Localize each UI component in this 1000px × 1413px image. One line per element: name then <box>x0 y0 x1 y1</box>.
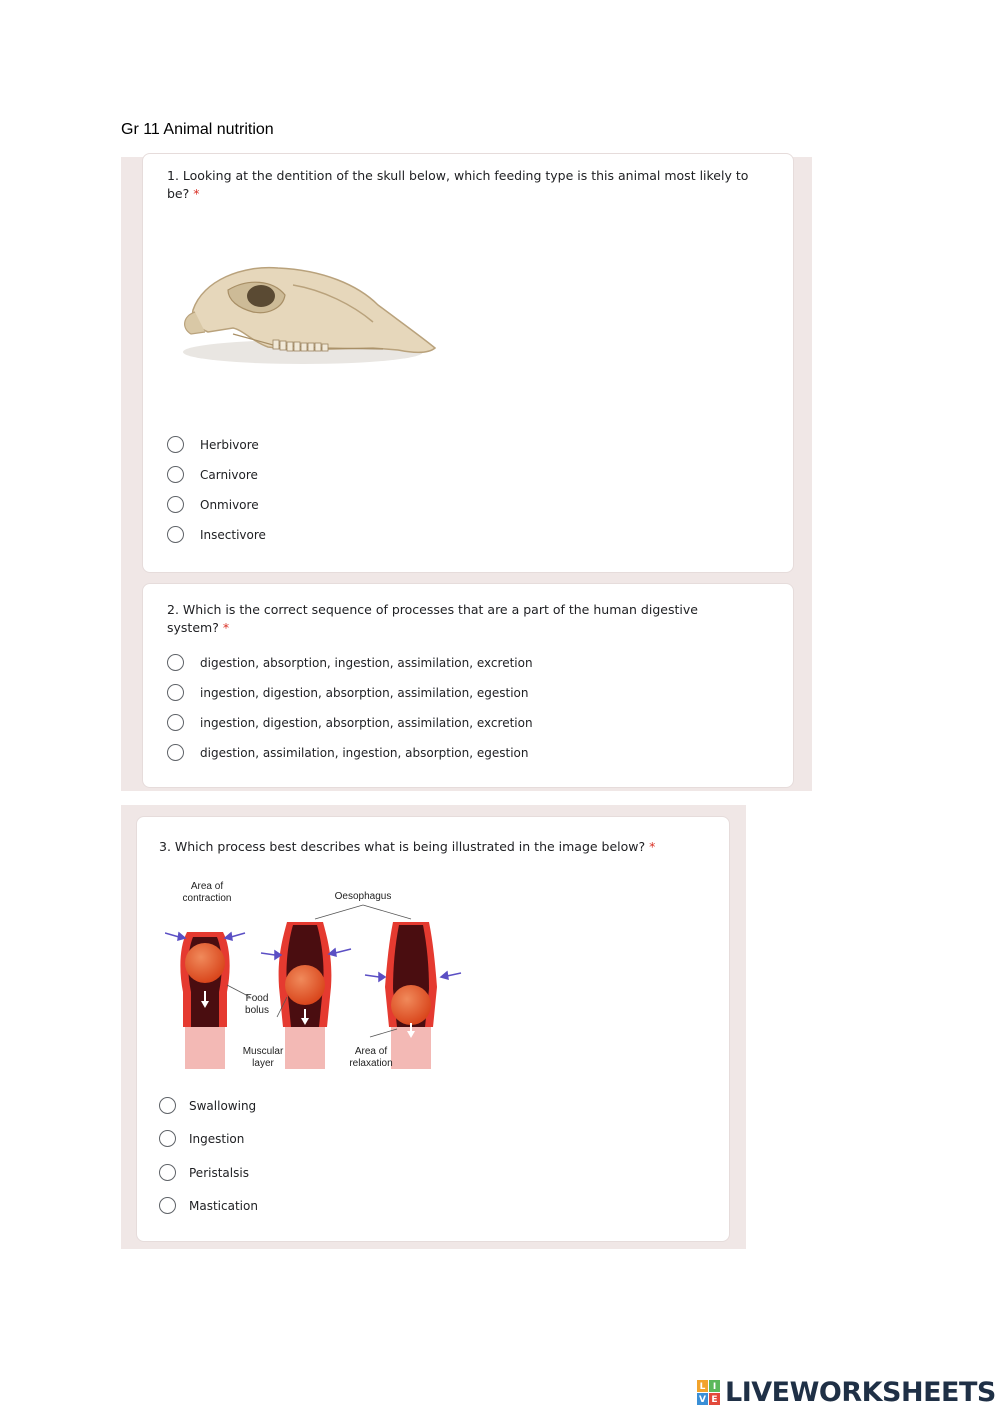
label-area-of-contraction-1: Area of <box>190 881 224 892</box>
option-label: Onmivore <box>200 497 259 512</box>
option-label: ingestion, digestion, absorption, assimilation, excretion <box>200 715 533 730</box>
radio-button[interactable] <box>159 1197 176 1214</box>
option-label: Ingestion <box>189 1131 245 1146</box>
radio-button[interactable] <box>167 654 184 671</box>
required-asterisk: * <box>193 186 200 201</box>
label-area-of-relaxation-2: relaxation <box>349 1058 393 1069</box>
label-muscular-layer-1: Muscular <box>242 1046 284 1057</box>
logo-letter: L <box>699 1381 706 1392</box>
brand-name: LIVEWORKSHEETS <box>725 1377 996 1408</box>
radio-button[interactable] <box>167 436 184 453</box>
liveworksheets-logo[interactable] <box>697 1377 996 1408</box>
label-area-of-contraction-2: contraction <box>182 893 232 904</box>
skull-image <box>173 250 453 390</box>
option-sequence-4[interactable] <box>167 744 529 761</box>
option-swallowing[interactable] <box>159 1097 256 1114</box>
label-muscular-layer-2: layer <box>252 1058 274 1069</box>
question-card-1 <box>142 153 794 573</box>
radio-button[interactable] <box>167 526 184 543</box>
question-1-text <box>167 167 757 203</box>
option-onmivore[interactable] <box>167 496 259 513</box>
radio-button[interactable] <box>167 744 184 761</box>
option-sequence-2[interactable] <box>167 684 529 701</box>
option-label: Carnivore <box>200 467 258 482</box>
radio-button[interactable] <box>159 1097 176 1114</box>
option-peristalsis[interactable] <box>159 1164 249 1181</box>
form-panel-1 <box>121 157 812 791</box>
option-carnivore[interactable] <box>167 466 258 483</box>
question-1-label: 1. Looking at the dentition of the skull below, which feeding type is this animal most likely to be? <box>167 168 749 201</box>
logo-letter: E <box>711 1394 718 1405</box>
question-card-3 <box>136 816 730 1242</box>
question-2-text <box>167 601 737 637</box>
option-label: Swallowing <box>189 1098 257 1113</box>
option-ingestion[interactable] <box>159 1130 244 1147</box>
option-label: ingestion, digestion, absorption, assimilation, egestion <box>200 685 529 700</box>
option-label: digestion, absorption, ingestion, assimilation, excretion <box>200 655 533 670</box>
option-label: digestion, assimilation, ingestion, absorption, egestion <box>200 745 529 760</box>
option-mastication[interactable] <box>159 1197 258 1214</box>
option-sequence-1[interactable] <box>167 654 533 671</box>
question-3-text <box>159 838 719 856</box>
question-3-label: 3. Which process best describes what is being illustrated in the image below? <box>159 839 646 854</box>
option-insectivore[interactable] <box>167 526 266 543</box>
radio-button[interactable] <box>167 684 184 701</box>
radio-button[interactable] <box>159 1164 176 1181</box>
radio-button[interactable] <box>167 714 184 731</box>
document-title: Gr 11 Animal nutrition <box>121 121 274 138</box>
logo-letter: V <box>699 1394 706 1405</box>
label-oesophagus: Oesophagus <box>334 891 392 902</box>
option-label: Herbivore <box>200 437 259 452</box>
question-2-label: 2. Which is the correct sequence of processes that are a part of the human digestive system? <box>167 602 698 635</box>
label-area-of-relaxation-1: Area of <box>354 1046 388 1057</box>
form-panel-2 <box>121 805 746 1249</box>
option-label: Mastication <box>189 1198 258 1213</box>
question-card-2 <box>142 583 794 788</box>
required-asterisk: * <box>649 839 656 854</box>
option-label: Peristalsis <box>189 1165 249 1180</box>
radio-button[interactable] <box>167 466 184 483</box>
label-food-bolus-2: bolus <box>245 1005 269 1016</box>
logo-letter: I <box>712 1381 717 1392</box>
radio-button[interactable] <box>159 1130 176 1147</box>
option-label: Insectivore <box>200 527 266 542</box>
liveworksheets-icon <box>697 1380 721 1406</box>
option-sequence-3[interactable] <box>167 714 533 731</box>
option-herbivore[interactable] <box>167 436 259 453</box>
required-asterisk: * <box>222 620 230 635</box>
label-food-bolus-1: Food <box>245 993 269 1004</box>
oesophagus-diagram <box>165 877 485 1072</box>
radio-button[interactable] <box>167 496 184 513</box>
